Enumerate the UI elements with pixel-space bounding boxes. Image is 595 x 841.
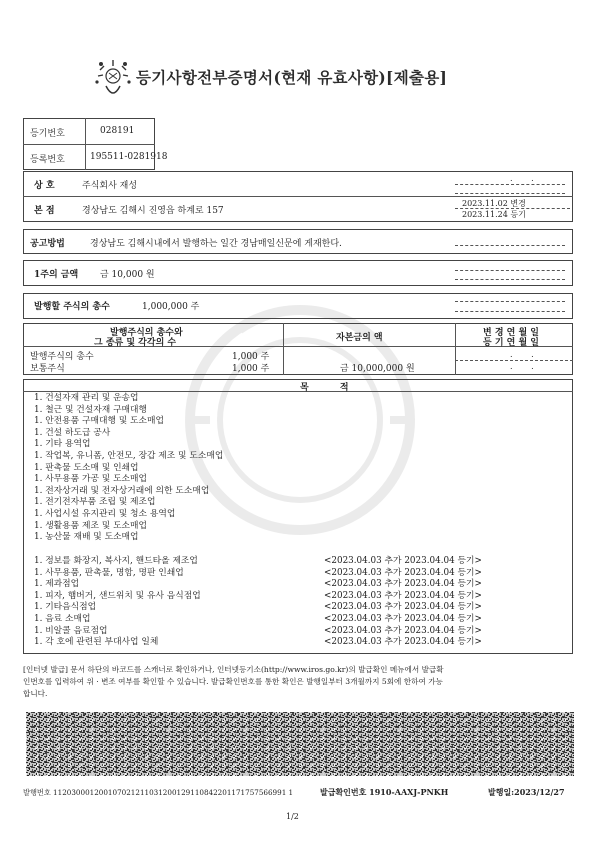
list-item: 1. 안전용품 구매대행 및 도소매업 (34, 416, 165, 427)
address-registered-date: 2023.11.24 등기 (462, 210, 526, 219)
capital-row1-label: 발행주식의 총수 (30, 352, 94, 362)
reg-serial-value: 195511-0281918 (90, 152, 168, 162)
issue-number: 발행번호 112030001200107021211031200129110842201171757566991 1 (23, 788, 294, 797)
online-notice-line2: 인번호를 입력하여 위 · 변조 여부를 확인할 수 있습니다. 발급확인번호를 통한 확인은 발행일부터 3개월까지 5회에 한하여 가능 (23, 677, 443, 686)
capital-header-change-date: 변 경 연 월 일 (483, 328, 540, 338)
capital-row2-label: 보통주식 (30, 364, 65, 374)
capital-header-shares-2: 그 종류 및 각각의 수 (94, 338, 177, 348)
capital-amount-value: 금 10,000,000 원 (340, 364, 415, 374)
issue-date: 발행일:2023/12/27 (488, 787, 565, 797)
capital-date-dots-2: . . (510, 362, 542, 371)
purpose-list (34, 393, 223, 544)
court-seal-icon (92, 56, 134, 102)
document-title: 등기사항전부증명서(현재 유효사항)[제출용] (136, 68, 448, 87)
share-price-value: 금 10,000 원 (100, 270, 155, 280)
reg-serial-label: 등록번호 (30, 155, 65, 165)
online-notice-line3: 합니다. (23, 689, 48, 698)
list-item: 1. 철근 및 건설자재 구매대행 (34, 404, 148, 415)
company-name-label: 상 호 (34, 181, 55, 191)
list-item: 1. 사업시설 유지관리 및 청소 용역업 (34, 508, 176, 519)
list-item: 1. 기타 용역업 (34, 439, 91, 450)
list-item: 1. 건설 하도급 공사 (34, 427, 111, 438)
list-item: 1. 전자상거래 및 전자상거래에 의한 도소매업 (34, 485, 210, 496)
capital-row2-value: 1,000 주 (232, 364, 270, 374)
capital-header-amount: 자본금의 액 (336, 333, 383, 343)
company-address-value: 경상남도 김해시 진영읍 하계로 157 (82, 206, 224, 216)
list-item: 1. 작업복, 유니폼, 안전모, 장갑 제조 및 도소매업 (34, 450, 224, 461)
address-change-date: 2023.11.02 변경 (462, 199, 526, 208)
share-price-label: 1주의 금액 (34, 270, 79, 280)
list-item: 1. 판촉물 도소매 및 인쇄업 (34, 462, 139, 473)
notice-value: 경상남도 김해시내에서 발행하는 일간 경남매일신문에 게재한다. (90, 239, 342, 249)
list-item: 1. 제과점업 <2023.04.03 추가 2023.04.04 등기> (34, 579, 482, 590)
capital-header-shares-1: 발행주식의 총수와 (110, 328, 183, 338)
list-item: 1. 비알콜 음료점업 <2023.04.03 추가 2023.04.04 등기> (34, 625, 482, 636)
shares-total-label: 발행할 주식의 총수 (34, 302, 110, 312)
company-name-value: 주식회사 재성 (82, 181, 138, 191)
reg-number-value: 028191 (100, 126, 135, 136)
company-address-label: 본 점 (34, 206, 55, 216)
confirm-number: 발급확인번호 1910-AAXJ-PNKH (320, 787, 449, 797)
list-item: 1. 각 호에 관련된 부대사업 일체 <2023.04.03 추가 2023.04.04 등기> (34, 637, 482, 648)
notice-label: 공고방법 (30, 239, 65, 249)
list-item: 1. 생활용품 제조 및 도소매업 (34, 520, 148, 531)
reg-number-label: 등기번호 (30, 129, 65, 139)
capital-header-reg-date: 등 기 연 월 일 (483, 338, 540, 348)
list-item: 1. 농산물 재배 및 도소매업 (34, 532, 139, 543)
list-item: 1. 전기전자부품 조립 및 제조업 (34, 497, 156, 508)
list-item: 1. 정보를 화장지, 복사지, 핸드타올 제조업 <2023.04.03 추가 2023.04.04 등기> (34, 556, 482, 566)
shares-total-value: 1,000,000 주 (142, 302, 200, 312)
list-item: 1. 건설자재 관리 및 운송업 (34, 393, 139, 403)
barcode-icon[interactable] (26, 712, 574, 776)
purpose-added-list (34, 556, 579, 649)
list-item: 1. 음료 소매업 <2023.04.03 추가 2023.04.04 등기> (34, 613, 482, 624)
list-item: 1. 피자, 햄버거, 샌드위치 및 유사 음식점업 <2023.04.03 추가 2023.04.04 등기> (34, 590, 482, 601)
list-item: 1. 사무용품, 판촉물, 명함, 명판 인쇄업 <2023.04.03 추가 2023.04.04 등기> (34, 567, 482, 578)
capital-row1-value: 1,000 주 (232, 352, 270, 362)
online-notice-line1: [인터넷 발급] 문서 하단의 바코드를 스캐너로 확인하거나, 인터넷등기소(http://www.iros.go.kr)의 발급확인 메뉴에서 발급확 (23, 665, 444, 674)
list-item: 1. 기타음식점업 <2023.04.03 추가 2023.04.04 등기> (34, 602, 482, 613)
page-number: 1/2 (286, 812, 299, 821)
company-name-change: . . (510, 174, 542, 183)
purpose-header: 목 적 (300, 383, 363, 393)
list-item: 1. 사무용품 가공 및 도소매업 (34, 474, 148, 485)
capital-date-dots-1: . . (510, 350, 542, 359)
